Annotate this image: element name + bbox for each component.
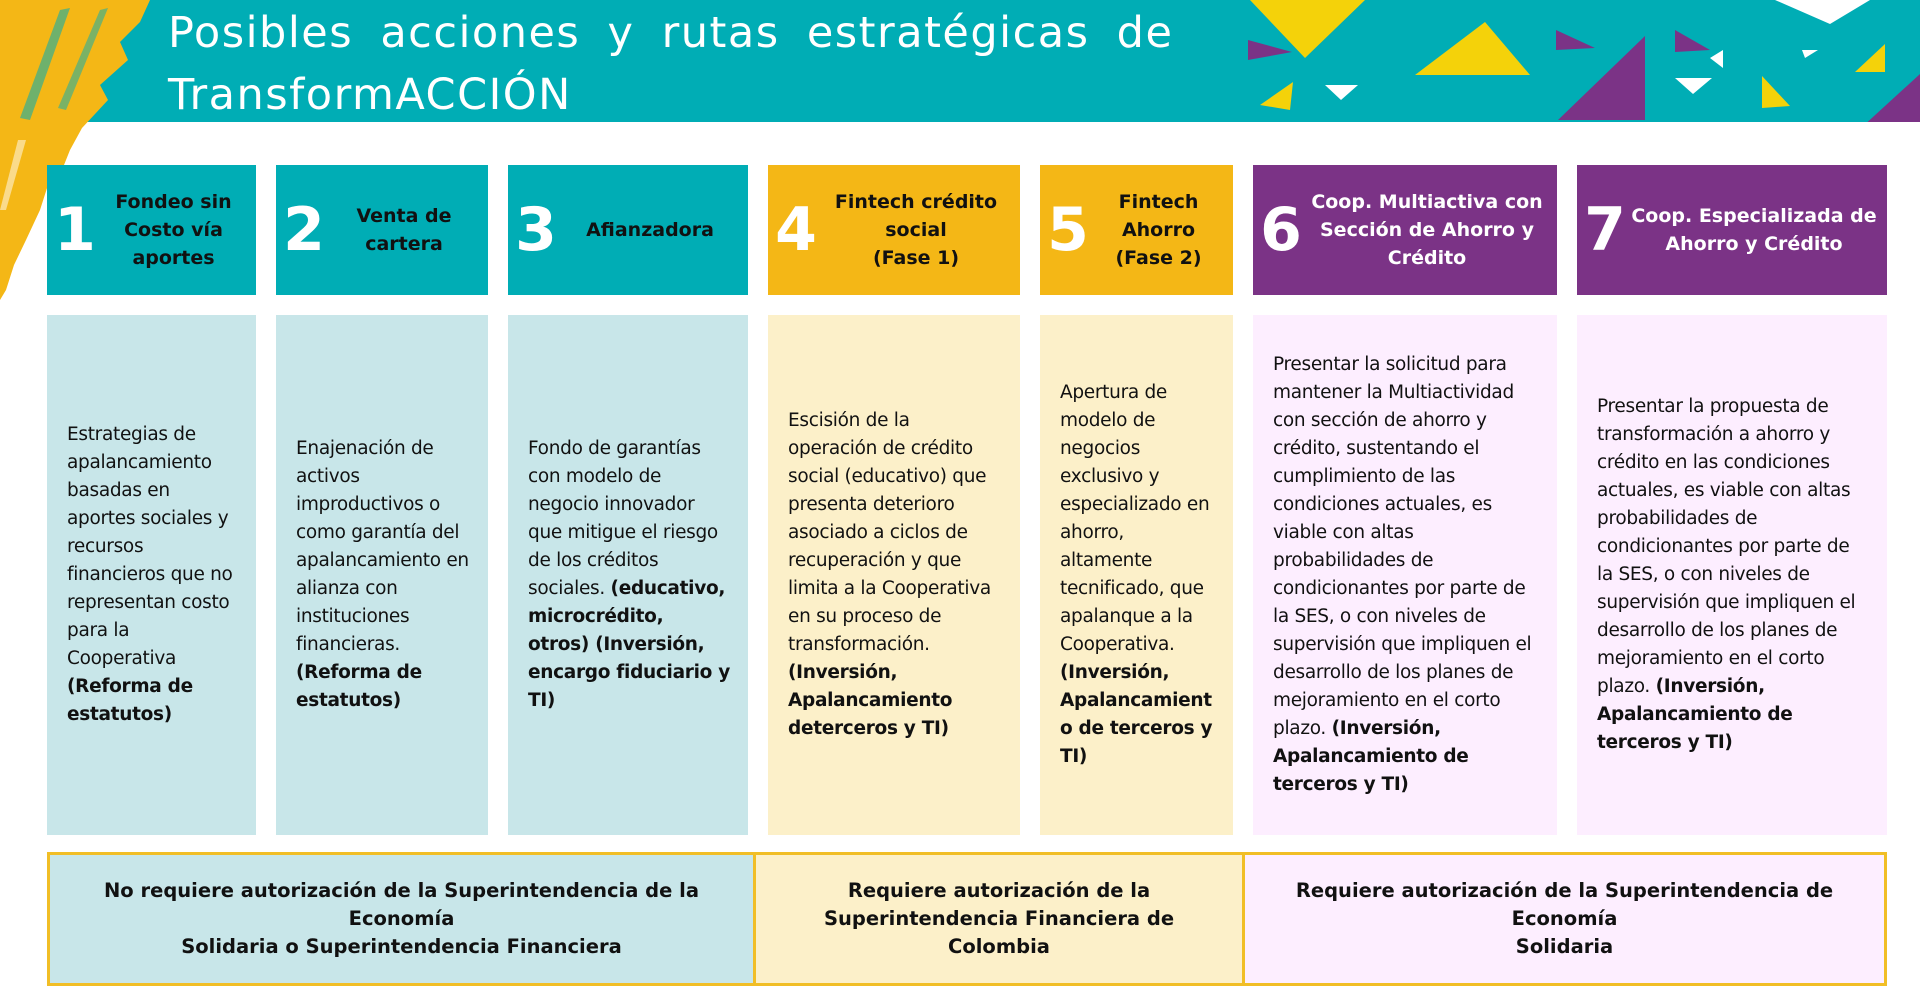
route-7-label: Coop. Especializada de Ahorro y Crédito [1631, 205, 1877, 255]
route-6-label: Coop. Multiactiva con Sección de Ahorro y Crédito [1311, 191, 1543, 269]
route-6-number: 6 [1260, 195, 1302, 265]
title-line-1: Posibles acciones y rutas estratégicas de [168, 8, 1174, 58]
route-3-label: Afianzadora [586, 219, 714, 241]
route-3-description: Fondo de garantías con modelo de negocio innovador que mitigue el riesgo de los créditos sociales. (educativo, microcrédito, otros) (Inversión, encargo fiduciario y TI) [508, 315, 748, 835]
route-2-label: Venta de cartera [356, 205, 452, 255]
route-7-header [1577, 165, 1887, 295]
route-1-label: Fondeo sin Costo vía aportes [115, 191, 232, 269]
footer-supersolidaria-authorization: Requiere autorización de la Superintendencia de Economía Solidaria [1242, 852, 1887, 986]
route-5-number: 5 [1047, 195, 1089, 265]
page-title [168, 2, 1173, 122]
footer-superfinanciera-authorization: Requiere autorización de la Superintendencia Financiera de Colombia [753, 852, 1245, 986]
footer-no-authorization: No requiere autorización de la Superintendencia de la Economía Solidaria o Superintendencia Financiera [47, 852, 756, 986]
route-7-description: Presentar la propuesta de transformación a ahorro y crédito en las condiciones actuales, es viable con altas probabilidades de condicionantes por parte de la SES, o con niveles de supervisión que impliquen el desarrollo de los planes de mejoramiento en el corto plazo. (Inversión, Apalancamiento de terceros y TI) [1577, 315, 1887, 835]
route-2-number: 2 [283, 195, 325, 265]
route-4-label: Fintech crédito social (Fase 1) [834, 191, 998, 269]
route-2-header [276, 165, 488, 295]
title-banner [0, 0, 1920, 122]
route-1-header [47, 165, 256, 295]
route-3-header [508, 165, 748, 295]
route-1-number: 1 [54, 195, 96, 265]
route-3-number: 3 [515, 195, 557, 265]
route-6-header [1253, 165, 1557, 295]
route-6-description: Presentar la solicitud para mantener la Multiactividad con sección de ahorro y crédito, sustentando el cumplimiento de las condiciones actuales, es viable con altas probabilidades de condicionantes por parte de la SES, o con niveles de supervisión que impliquen el desarrollo de los planes de mejoramiento en el corto plazo. (Inversión, Apalancamiento de terceros y TI) [1253, 315, 1557, 835]
route-4-header [768, 165, 1020, 295]
decorative-triangles [1230, 0, 1920, 122]
route-5-header [1040, 165, 1233, 295]
route-4-number: 4 [775, 195, 817, 265]
route-5-label: Fintech Ahorro (Fase 2) [1115, 191, 1202, 269]
title-line-2: TransformACCIÓN [168, 70, 572, 120]
route-7-number: 7 [1584, 195, 1626, 265]
route-2-description: Enajenación de activos improductivos o como garantía del apalancamiento en alianza con instituciones financieras. (Reforma de estatutos) [276, 315, 488, 835]
route-1-description: Estrategias de apalancamiento basadas en aportes sociales y recursos financieros que no representan costo para la Cooperativa (Reforma de estatutos) [47, 315, 256, 835]
route-4-description: Escisión de la operación de crédito social (educativo) que presenta deterioro asociado a ciclos de recuperación y que limita a la Cooperativa en su proceso de transformación. (Inversión, Apalancamiento deterceros y TI) [768, 315, 1020, 835]
route-5-description: Apertura de modelo de negocios exclusivo y especializado en ahorro, altamente tecnificado, que apalanque a la Cooperativa. (Inversión, Apalancamient o de terceros y TI) [1040, 315, 1233, 835]
